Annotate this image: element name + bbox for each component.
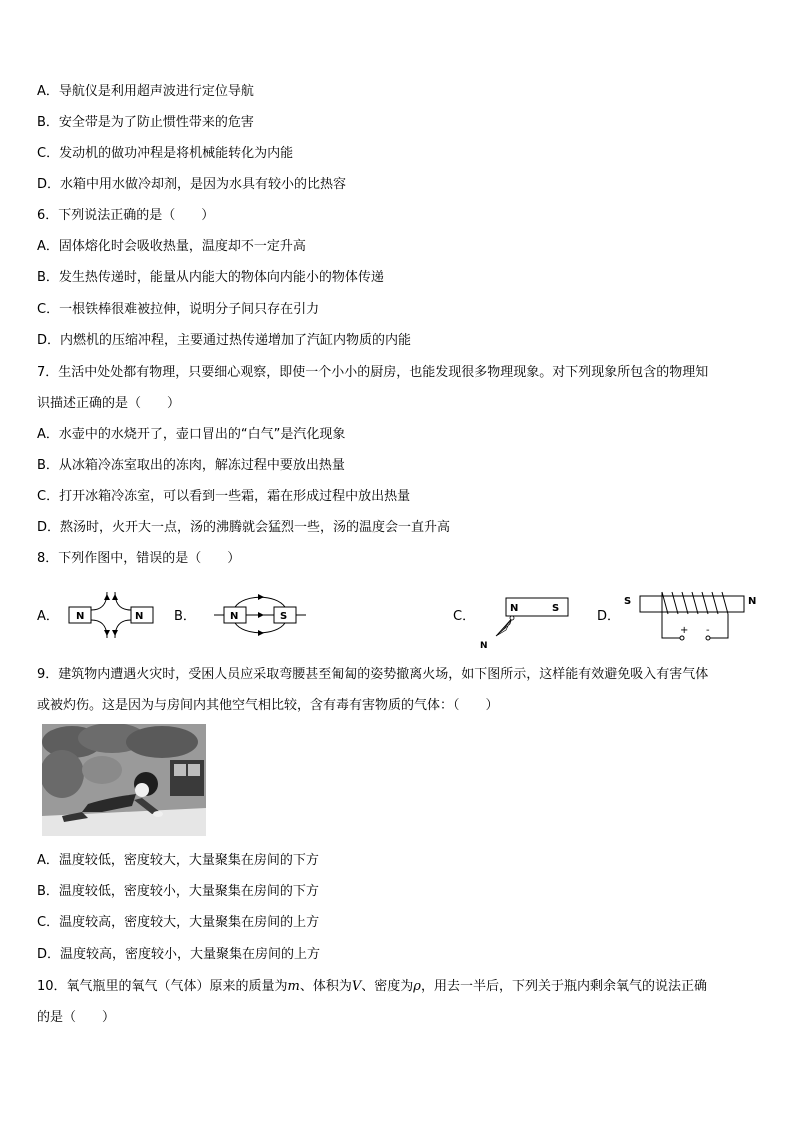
q8-b-right-pole: S — [280, 611, 288, 622]
q8-diagram-a — [67, 590, 167, 640]
q8-d-n-pole: N — [748, 596, 757, 607]
q8-a-right-pole: N — [135, 611, 144, 622]
q8-diagram-c — [472, 590, 572, 650]
q8-c-n-pole: N — [510, 603, 519, 614]
q10-stem-part1: 10．氧气瓶里的氧气（气体）原来的质量为 — [37, 979, 288, 994]
q8-diagram-d — [622, 590, 762, 650]
q10-var-v: V — [351, 979, 362, 994]
q6-option-d: D．内燃机的压缩冲程，主要通过热传递增加了汽缸内物质的内能 — [37, 333, 412, 348]
q5-option-c: C．发动机的做功冲程是将机械能转化为内能 — [37, 146, 294, 161]
q10-stem-part2: ，用去一半后，下列关于瓶内剩余氧气的说法正确 — [420, 979, 707, 994]
q10-var-rho: ρ — [413, 979, 421, 994]
q9-stem-line1: 9．建筑物内遭遇火灾时，受困人员应采取弯腰甚至匍匐的姿势撤离火场，如下图所示，这样能有效避免吸入有害气体 — [37, 667, 709, 682]
q10-stem-line2: 的是（ ） — [37, 1010, 116, 1025]
q5-option-a: A．导航仪是利用超声波进行定位导航 — [37, 84, 254, 99]
q9-stem-line2: 或被灼伤。这是因为与房间内其他空气相比较，含有毒有害物质的气体：（ ） — [37, 698, 499, 713]
q9-option-b: B．温度较低，密度较小，大量聚集在房间的下方 — [37, 884, 319, 899]
q8-label-c: C． — [453, 609, 476, 624]
q6-option-a: A．固体熔化时会吸收热量，温度却不一定升高 — [37, 239, 306, 254]
q10-sep2: 、密度为 — [361, 979, 414, 994]
q8-stem: 8．下列作图中，错误的是（ ） — [37, 551, 241, 566]
q9-option-c: C．温度较高，密度较大，大量聚集在房间的上方 — [37, 915, 320, 930]
q8-d-plus: + — [680, 625, 689, 636]
q10-sep1: 、体积为 — [299, 979, 352, 994]
q8-d-minus: - — [706, 625, 710, 636]
q10-var-m: m — [287, 979, 300, 994]
q8-label-b: B． — [174, 609, 196, 624]
q8-c-needle-pole: N — [480, 641, 488, 650]
q8-label-d: D． — [597, 609, 621, 624]
q7-option-a: A．水壶中的水烧开了，壶口冒出的“白气”是汽化现象 — [37, 427, 346, 442]
q6-option-c: C．一根铁棒很难被拉伸，说明分子间只存在引力 — [37, 302, 320, 317]
q5-option-d: D．水箱中用水做冷却剂，是因为水具有较小的比热容 — [37, 177, 347, 192]
q7-option-c: C．打开冰箱冷冻室，可以看到一些霜，霜在形成过程中放出热量 — [37, 489, 411, 504]
q7-option-b: B．从冰箱冷冻室取出的冻肉，解冻过程中要放出热量 — [37, 458, 345, 473]
q8-c-s-pole: S — [552, 603, 560, 614]
q8-a-left-pole: N — [76, 611, 85, 622]
q7-stem-line1: 7．生活中处处都有物理，只要细心观察，即使一个小小的厨房，也能发现很多物理现象。对下列现象所包含的物理知 — [37, 365, 709, 380]
q8-b-left-pole: N — [230, 611, 239, 622]
q9-option-d: D．温度较高，密度较小，大量聚集在房间的上方 — [37, 947, 321, 962]
q5-option-b: B．安全带是为了防止惯性带来的危害 — [37, 115, 254, 130]
q7-option-d: D．熬汤时，火开大一点，汤的沸腾就会猛烈一些，汤的温度会一直升高 — [37, 520, 451, 535]
q10-stem-line1 — [37, 978, 707, 996]
q9-option-a: A．温度较低，密度较大，大量聚集在房间的下方 — [37, 853, 319, 868]
q8-label-a: A． — [37, 609, 59, 624]
fire-escape-illustration — [42, 724, 206, 836]
q8-d-s-pole: S — [624, 596, 632, 607]
q6-stem: 6．下列说法正确的是（ ） — [37, 208, 215, 223]
q7-stem-line2: 识描述正确的是（ ） — [37, 396, 181, 411]
q8-diagrams — [37, 590, 757, 650]
q8-diagram-b — [214, 590, 314, 640]
q6-option-b: B．发生热传递时，能量从内能大的物体向内能小的物体传递 — [37, 270, 384, 285]
